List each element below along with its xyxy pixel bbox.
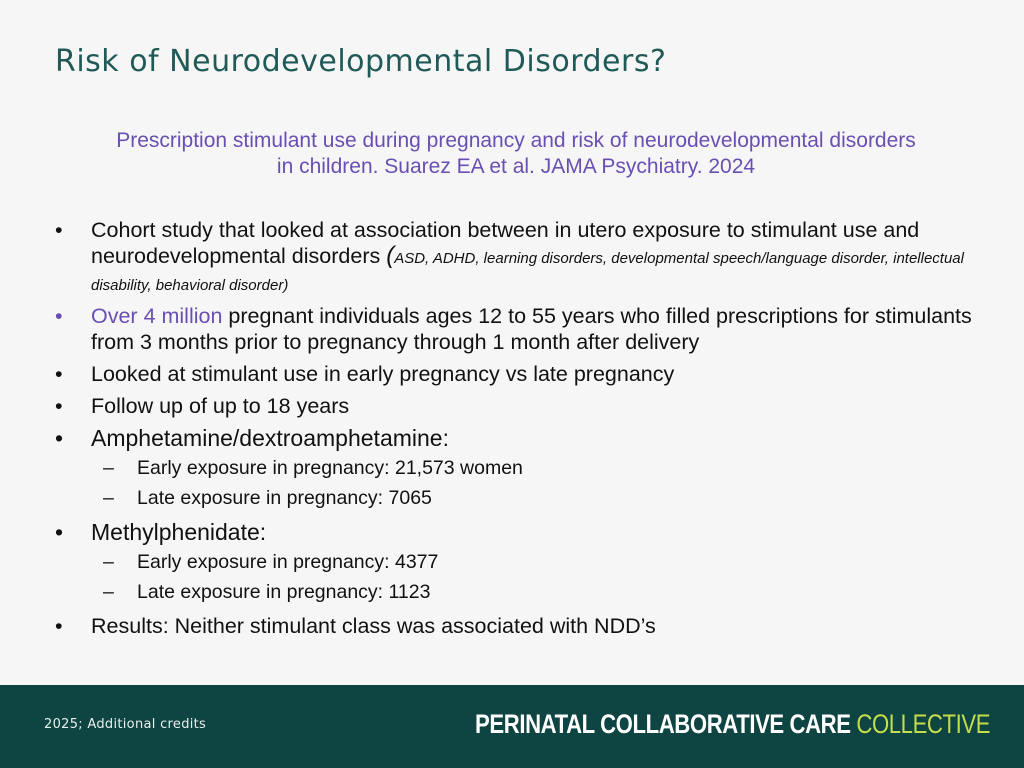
bullet-methylphenidate <box>55 519 995 607</box>
footer-credits: 2025; Additional credits <box>44 717 207 732</box>
logo-text-primary: PERINATAL COLLABORATIVE CARE <box>474 709 857 739</box>
bullet-follow-up: • Follow up of up to 18 years <box>55 393 995 419</box>
sub-item-amphetamine-late: – Late exposure in pregnancy: 7065 <box>91 483 995 513</box>
amphetamine-sublist <box>91 453 995 513</box>
citation-line-1: Prescription stimulant use during pregnancy and risk of neurodevelopmental disorders <box>116 129 916 152</box>
citation-line-2: in children. Suarez EA et al. JAMA Psychiatry. 2024 <box>276 155 756 178</box>
bullet-cohort-detail: ASD, ADHD, learning disorders, developmental speech/language disorder, intellectual disability, behavioral disorder) <box>91 250 964 294</box>
bullet-results: • Results: Neither stimulant class was associated with NDD’s <box>55 613 995 639</box>
sub-item-methylphenidate-early: – Early exposure in pregnancy: 4377 <box>91 547 995 577</box>
bullet-cohort-study <box>55 217 995 297</box>
bullet-cohort-paren: ( <box>386 242 395 269</box>
footer-bar <box>0 685 1024 768</box>
bullet-population-highlight: Over 4 million <box>91 304 223 328</box>
citation-subtitle <box>40 128 992 180</box>
sub-item-amphetamine-early: – Early exposure in pregnancy: 21,573 women <box>91 453 995 483</box>
bullet-cohort-text: Cohort study that looked at association between in utero exposure to stimulant use and neurodevelopmental disorders <box>91 218 920 268</box>
organization-logo <box>475 709 990 740</box>
bullet-population <box>55 303 995 355</box>
bullet-population-text: pregnant individuals ages 12 to 55 years who filled prescriptions for stimulants from 3 months prior to pregnancy through 1 month after delivery <box>91 304 972 354</box>
logo-text-accent: COLLECTIVE <box>856 709 990 739</box>
sub-item-methylphenidate-late: – Late exposure in pregnancy: 1123 <box>91 577 995 607</box>
bullet-early-vs-late: • Looked at stimulant use in early pregnancy vs late pregnancy <box>55 361 995 387</box>
bullet-amphetamine <box>55 425 995 513</box>
methylphenidate-sublist <box>91 547 995 607</box>
slide-title: Risk of Neurodevelopmental Disorders? <box>55 44 667 79</box>
bullet-list <box>55 217 995 645</box>
bullet-amphetamine-label: Amphetamine/dextroamphetamine: <box>91 425 449 451</box>
bullet-methylphenidate-label: Methylphenidate: <box>91 519 267 545</box>
